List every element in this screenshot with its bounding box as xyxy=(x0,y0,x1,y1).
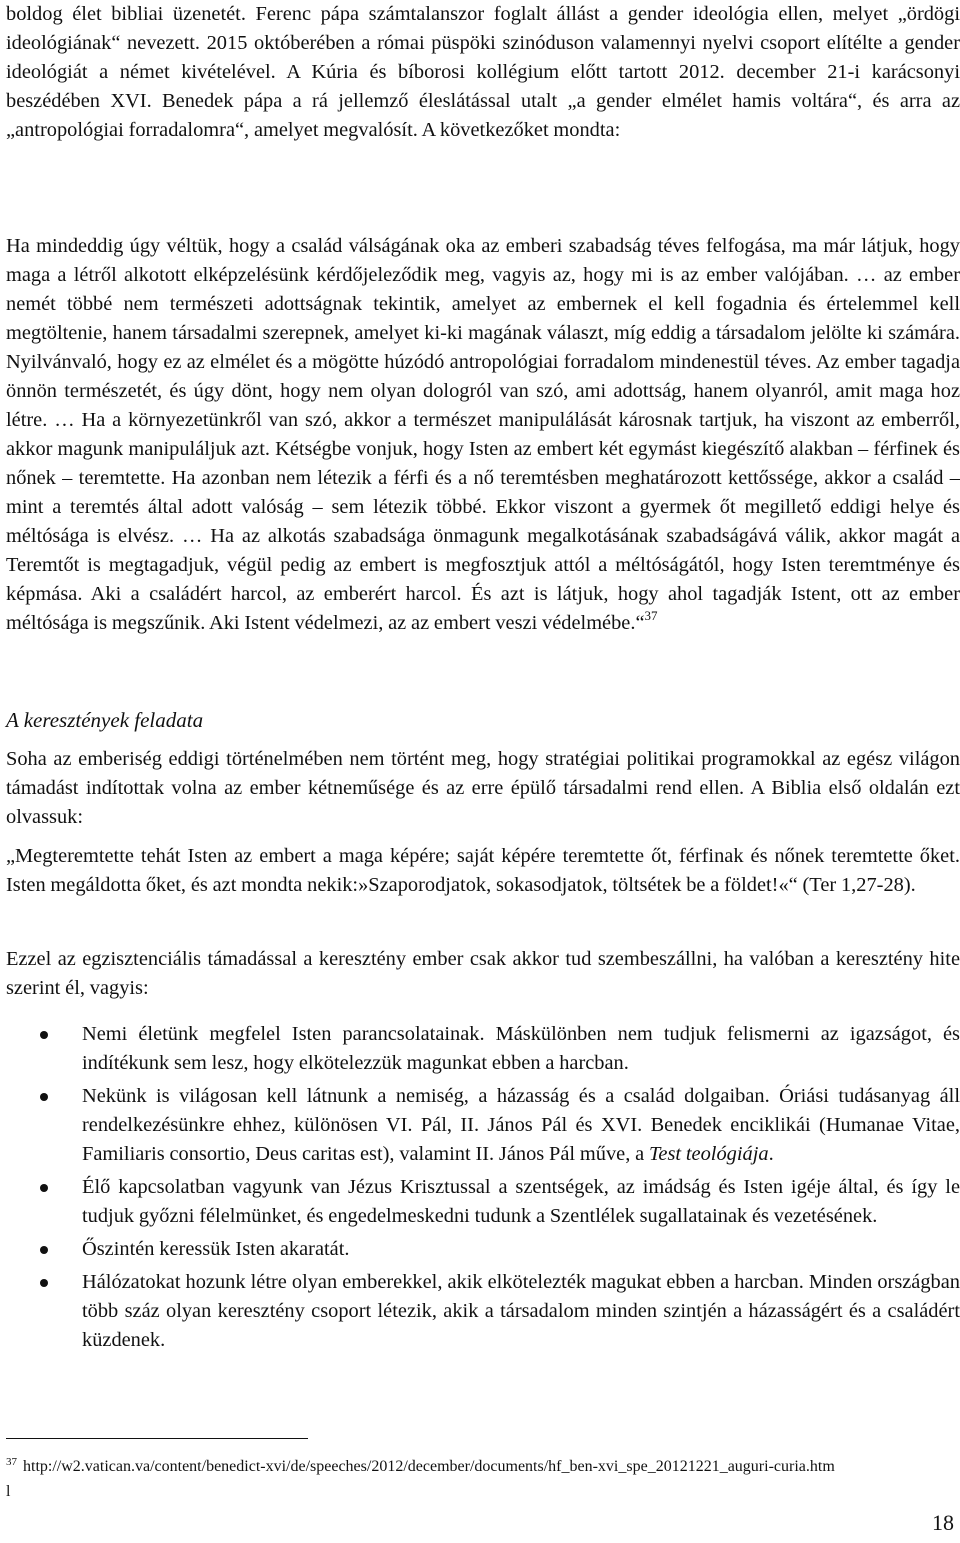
bullet-icon xyxy=(40,1184,48,1192)
paragraph-ezzel: Ezzel az egzisztenciális támadással a keresztény ember csak akkor tud szembeszállni, ha valóban a keresztény hite szerint él, vagyis: xyxy=(6,948,960,999)
list-item-end: . xyxy=(768,1143,774,1165)
footnote-number: 37 xyxy=(6,1456,17,1468)
paragraph-top: boldog élet bibliai üzenetét. Ferenc pápa számtalanszor foglalt állást a gender ideológia ellen, melyet „ördögi ideológiának“ nevezett. 2015 októberében a római püspöki szinóduson valamennyi nyelvi csoport elítélte a gender ideológiát a német kivételével. A Kúria és bíborosi kollégium előtt tartott 2012. december 21-i karácsonyi beszédében XVI. Benedek pápa a rá jellemző éleslátással utalt „a gender elmélet hamis voltára“, és arra az „antropológiai forradalomra“, amelyet megvalósít. A következőket mondta: xyxy=(6,3,960,141)
bullet-icon xyxy=(40,1031,48,1039)
bullet-icon xyxy=(40,1093,48,1101)
paragraph-intro: Soha az emberiség eddigi történelmében nem történt meg, hogy stratégiai politikai programokkal az egész világon támadást indítottak volna az ember kétneműsége és az erre épülő társadalmi rend ellen. A Biblia első oldalán ezt olvassuk: xyxy=(6,748,960,828)
page-number: 18 xyxy=(932,1510,954,1535)
footnote-divider xyxy=(6,1438,308,1439)
list-item-text: Élő kapcsolatban vagyunk van Jézus Krisztussal a szentségek, az imádság és Isten igéje által, és így le tudjuk győzni félelmünket, és engedelmeskedni tudunk a Szentlélek sugallatainak és vezetésének. xyxy=(82,1176,960,1227)
list-item-text: Őszintén keressük Isten akaratát. xyxy=(82,1238,350,1260)
benedict-quote-text: Ha mindeddig úgy véltük, hogy a család válságának oka az emberi szabadság téves felfogása, ma már látjuk, hogy maga a létről alkotott elképzelésünk kérdőjeleződik meg, vagyis az, hogy mi is az ember valójában. … az ember nemét többé nem természeti adottságnak tekintik, amelyet az embernek el kell fogadnia és értelemmel kell megtöltenie, hanem társadalmi szerepnek, amelyet ki-ki magának választ, míg eddig a társadalom jelölte ki számára. Nyilvánvaló, hogy ez az elmélet és a mögötte húzódó antropológiai forradalom mindenestül téves. Az ember tagadja önnön természetét, és úgy dönt, hogy nem olyan dologról van szó, ami adottság, hanem olyanról, amit maga hoz létre. … Ha a környezetünkről van szó, akkor a természet manipulálását károsnak tartjuk, ha viszont az emberről, akkor magunk manipuláljuk azt. Kétségbe vonjuk, hogy Isten az embert két egymást kiegészítő alakban – férfinek és nőnek – teremtette. Ha azonban nem létezik a férfi és a nő teremtésben meghatározott kettőssége, akkor a család – mint a teremtés által adott valóság – sem létezik többé. Ekkor viszont a gyermek őt megillető eddigi helye és méltósága is elvész. … Ha az alkotás szabadsága önmagunk megalkotásának szabadságává válik, akkor magát a Teremtőt is megtagadjuk, végül pedig az embert is megfosztjuk attól a méltóságától, hogy Isten teremtménye és képmása. Aki a családért harcol, az emberért harcol. És azt is látjuk, hogy ahol tagadják Istent, ott az ember méltósága is megszűnik. Aki Istent védelmezi, az az embert veszi védelmébe.“ xyxy=(6,235,960,634)
list-item xyxy=(0,1020,960,1078)
bullet-icon xyxy=(40,1279,48,1287)
footnote xyxy=(6,1450,836,1504)
list-item-text: Nemi életünk megfelel Isten parancsolatainak. Máskülönben nem tudjuk felismerni az igazságot, és indítékunk sem lesz, hogy elkötelezzük magunkat ebben a harcban. xyxy=(82,1023,960,1074)
list-item-text: Hálózatokat hozunk létre olyan emberekkel, akik elkötelezték magukat ebben a harcban. Minden országban több száz olyan keresztény csoport létezik, akik a társadalom minden szintjén a házasságért és a családért küzdenek. xyxy=(82,1271,960,1351)
list-item xyxy=(0,1268,960,1355)
footnote-link[interactable]: http://w2.vatican.va/content/benedict-xvi/de/speeches/2012/december/documents/hf_ben-xvi_spe_20121221_auguri-curia.html xyxy=(6,1458,835,1500)
list-item xyxy=(0,1082,960,1169)
bible-quote: „Megteremtette tehát Isten az embert a maga képére; saját képére teremtette őt, férfinak és nőnek teremtette őket. Isten megáldotta őket, és azt mondta nekik:»Szaporodjatok, sokasodjatok, töltsétek be a földet!«“ (Ter 1,27-28). xyxy=(6,845,960,896)
footnote-reference[interactable]: 37 xyxy=(644,608,658,623)
benedict-quote xyxy=(6,232,960,638)
list-item-text: Nekünk is világosan kell látnunk a nemiség, a házasság és a család dolgaiban. Óriási tudásanyag áll rendelkezésünkre ehhez, különösen VI. Pál, II. János Pál és XVI. Benedek enciklikái (Humanae Vitae, Familiaris consortio, Deus caritas est), valamint II. János Pál műve, a xyxy=(82,1085,960,1165)
bullet-icon xyxy=(40,1246,48,1254)
task-bullet-list xyxy=(0,1020,960,1359)
section-heading: A keresztények feladata xyxy=(6,708,204,732)
list-item xyxy=(0,1173,960,1231)
list-item xyxy=(0,1235,960,1264)
book-title: Test teológiája xyxy=(648,1143,769,1165)
